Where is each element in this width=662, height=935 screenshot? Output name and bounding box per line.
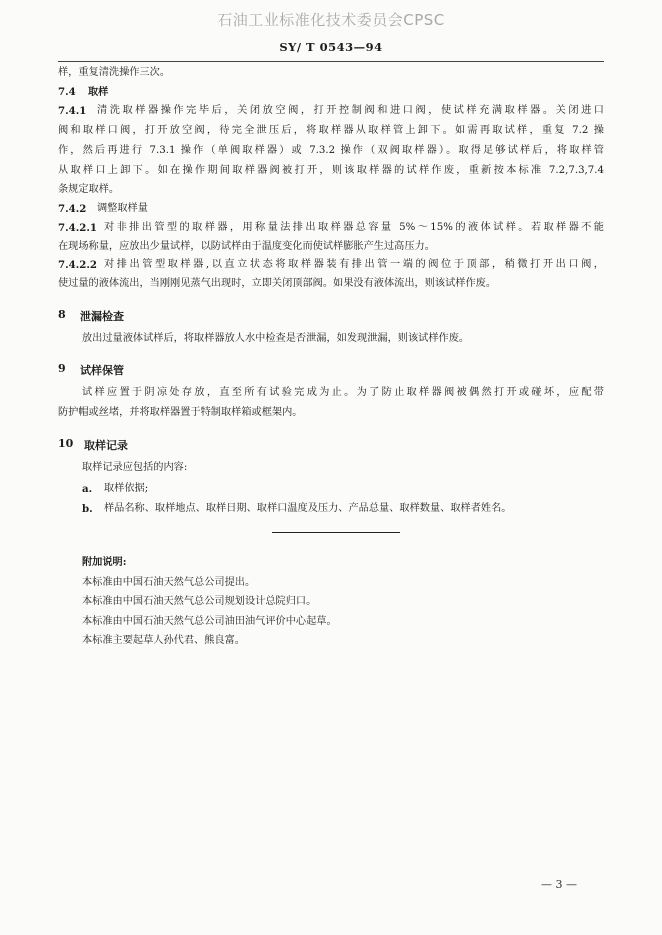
section-8-title: 泄漏检查	[80, 310, 124, 323]
end-separator-rule	[272, 532, 400, 533]
section-7-4-1-line-1: 清洗取样器操作完毕后，关闭放空阀，打开控制阀和进口阀，使试样充满取样器。关闭进口	[97, 105, 604, 116]
appendix-line-4: 本标准主要起草人孙代君、熊良富。	[82, 635, 245, 646]
appendix-line-3: 本标准由中国石油天然气总公司油田油气评价中心起草。	[82, 616, 337, 627]
section-7-4-1-line-4: 从取样口上卸下。如在操作期间取样器阀被打开，则该取样器的试样作废，重新按本标准 7.2,7.3,7.4	[58, 165, 604, 176]
section-7-4-2-2-line-2: 使过量的液体流出，当刚刚见蒸气出现时，立即关闭顶部阀。如果没有液体流出，则该试样作废。	[58, 278, 497, 289]
item-a-marker: a.	[82, 483, 93, 495]
section-7-4-1-line-3: 作，然后再进行 7.3.1 操作（单阀取样器）或 7.3.2 操作（双阀取样器）。取得足够试样后，将取样管	[58, 145, 604, 156]
appendix-title: 附加说明:	[82, 556, 127, 568]
section-7-4-number: 7.4	[58, 86, 76, 98]
section-8-number: 8	[58, 308, 66, 321]
item-a-text: 取样依据;	[104, 483, 149, 494]
section-9-line-2: 防护帽或丝堵，并将取样器置于特制取样箱或框架内。	[58, 407, 303, 418]
section-7-4-2-1-line-2: 在现场称量，应放出少量试样，以防试样由于温度变化而使试样膨胀产生过高压力。	[58, 241, 435, 252]
section-8-body: 放出过量液体试样后，将取样器放人水中检查是否泄漏，如发现泄漏，则该试样作废。	[82, 333, 470, 344]
section-7-4-1-number: 7.4.1	[58, 105, 87, 117]
section-7-4-2-2-line-1: 对排出管型取样器,以直立状态将取样器装有排出管一端的阀位于顶部，稍微打开出口阀，	[104, 259, 604, 270]
section-7-4-2-1-number: 7.4.2.1	[58, 222, 97, 234]
item-b-text: 样品名称、取样地点、取样日期、取样口温度及压力、产品总量、取样数量、取样者姓名。	[104, 503, 512, 514]
standard-number: SY/ T 0543—94	[279, 40, 383, 54]
section-10-intro: 取样记录应包括的内容:	[82, 462, 188, 473]
section-7-4-2-number: 7.4.2	[58, 203, 87, 215]
section-7-4-2-1-line-1: 对非排出管型的取样器，用称量法排出取样器总容量 5%～15%的液体试样。若取样器不能	[104, 222, 604, 233]
section-9-number: 9	[58, 362, 66, 375]
section-9-line-1: 试样应置于阴凉处存放，直至所有试验完成为止。为了防止取样器阀被偶然打开或碰坏，应配带	[82, 387, 604, 398]
committee-watermark: 石油工业标准化技术委员会CPSC	[217, 11, 445, 29]
section-7-4-2-title: 调整取样量	[97, 203, 148, 214]
section-7-4-title: 取样	[88, 86, 109, 98]
item-b-marker: b.	[82, 503, 93, 515]
section-10-number: 10	[58, 437, 74, 450]
section-7-4-1-line-2: 阀和取样口阀，打开放空阀，待完全泄压后，将取样器从取样管上卸下。如需再取试样，重复 7.2 操	[58, 125, 604, 136]
section-7-4-1-line-5: 条规定取样。	[58, 184, 120, 195]
appendix-line-1: 本标准由中国石油天然气总公司提出。	[82, 577, 256, 588]
section-9-title: 试样保管	[80, 364, 124, 377]
page-number: — 3 —	[541, 878, 577, 891]
continued-text: 样，重复清洗操作三次。	[58, 67, 171, 78]
section-7-4-2-2-number: 7.4.2.2	[58, 259, 97, 271]
appendix-line-2: 本标准由中国石油天然气总公司规划设计总院归口。	[82, 596, 317, 607]
section-10-title: 取样记录	[84, 439, 128, 452]
header-rule	[58, 61, 604, 62]
